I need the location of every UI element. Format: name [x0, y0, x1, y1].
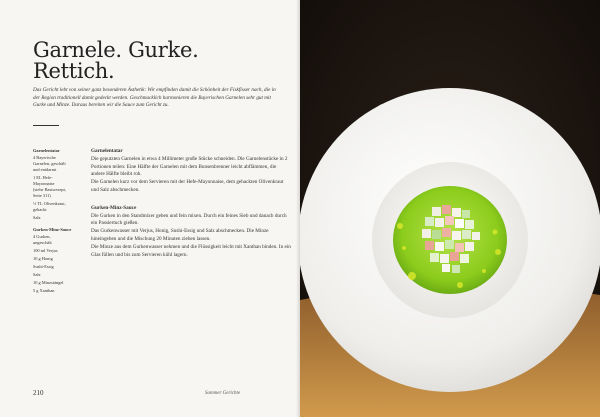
ingredient-item: 4 Bayerische: [33, 155, 56, 160]
method-heading: Gurken-Minz-Sauce: [91, 204, 137, 211]
method-heading: Garnelentatar: [91, 148, 123, 154]
ingredient-list: [33, 148, 83, 300]
ingredient-item: 100 ml Verjus: [33, 248, 58, 253]
running-head: Sommer Gerichte: [205, 391, 241, 396]
method-section: [91, 148, 291, 195]
right-page-photo: [300, 0, 600, 417]
method-section: [91, 205, 291, 260]
ingredient-item: gehackt: [33, 207, 47, 212]
ingredient-item: 4 Gurken,: [33, 234, 51, 239]
ingredient-item: 10 g Honig: [33, 256, 53, 261]
dish-photo: [300, 0, 600, 417]
method-paragraph: Die Gurken in den Standmixer geben und fein mixen. Durch ein feines Sieb und danach durch ein Passiertuch gießen.: [91, 212, 287, 227]
title-line-2: Rettich.: [33, 59, 115, 83]
ingredient-item: und entdarmt: [33, 167, 57, 172]
ingredient-heading: Gurken-Minz-Sauce: [33, 227, 72, 232]
ingredient-section: [33, 227, 83, 294]
recipe-title: [33, 40, 273, 82]
divider-rule: [33, 125, 59, 126]
page-number: 210: [33, 389, 44, 397]
method-paragraph: Die geputzten Garnelen in etwa 4 Millimeter große Stücke schneiden. Die Garnelenstücke in 2 Portionen teilen: Eine Hälfte der Garnelen mit dem Bunsenbrenner leicht abflämmen, die andere Hälfte bleibt roh.: [91, 155, 288, 178]
ingredient-item: Salz: [33, 272, 41, 277]
title-line-1: Garnele. Gurke.: [33, 38, 199, 62]
method-paragraph: Die Garnelen kurz vor dem Servieren mit der Hefe-Mayonnaise, dem gehackten Olivenkraut und Salz abschmecken.: [91, 179, 284, 193]
ingredient-item: Salz: [33, 215, 41, 220]
ingredient-item: (siehe Basisrezept,: [33, 187, 66, 192]
ingredient-item: 5 g Xanthan: [33, 288, 55, 293]
ingredient-item: 10 g Minzstängel: [33, 280, 64, 285]
ingredient-section: [33, 148, 83, 221]
ingredient-item: Mayonnaise: [33, 181, 55, 186]
ingredient-item: Garnelen, geschält: [33, 161, 66, 166]
ingredient-item: 1 EL Hefe-: [33, 175, 53, 180]
intro-text: Das Gericht lebt von seiner ganz besonderen Ästhetik: Wir empfinden damit die Schönheit der Fiskfisser nach, die in der Region traditionell damit gedeckt werden. Geschmacklich harmonieren die Bayerischen Garnelen sehr gut mit Gurke und Minze. Daraus bereiten wir die Sauce zum Gericht zu.: [33, 87, 276, 109]
ingredient-heading: Garnelentatar: [33, 148, 60, 153]
ingredient-item: Sushi-Essig: [33, 264, 54, 269]
method-paragraph: Das Gurkenwasser mit Verjus, Honig, Sushi-Essig und Salz abschmecken. Die Minze hineingeben und die Mischung 20 Minuten ziehen lassen.: [91, 228, 269, 242]
ingredient-item: ½ TL Olivenkraut,: [33, 201, 66, 206]
ingredient-item: Seite 311): [33, 193, 51, 198]
method-text: [91, 148, 291, 269]
ingredient-item: ungeschält: [33, 240, 52, 245]
method-paragraph: Die Minze aus dem Gurkenwasser nehmen und die Flüssigkeit leicht mit Xanthan binden. In ein Glas füllen und bis zum Servieren kühl lagern.: [91, 243, 291, 258]
